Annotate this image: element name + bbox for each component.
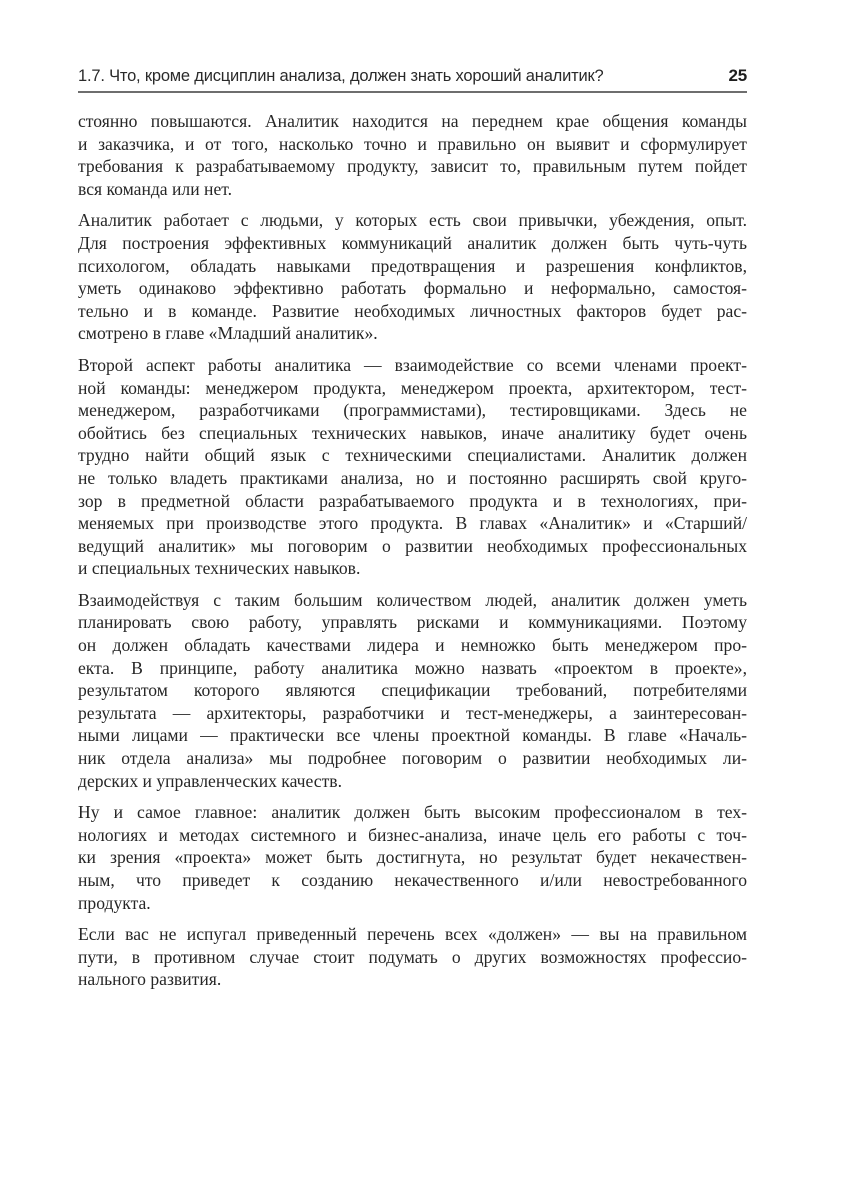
text-line: екта. В принципе, работу аналитика можно назвать «проектом в проекте», bbox=[78, 657, 747, 678]
text-line: и заказчика, и от того, насколько точно и правильно он выявит и сформулирует bbox=[78, 133, 747, 154]
text-line: тельно и в команде. Развитие необходимых личностных факторов будет рас- bbox=[78, 300, 747, 321]
text-line: Аналитик работает с людьми, у которых есть свои привычки, убеждения, опыт. bbox=[78, 210, 747, 231]
text-line: дерских и управленческих качеств. bbox=[78, 770, 342, 791]
text-line: результатом которого являются спецификации требований, потребителями bbox=[78, 680, 747, 701]
text-line: обойтись без специальных технических навыков, иначе аналитику будет очень bbox=[78, 422, 747, 443]
text-line: нологиях и методах системного и бизнес-анализа, иначе цель его работы с точ- bbox=[78, 824, 747, 845]
text-line: ными лицами — практически все члены проектной команды. В главе «Началь- bbox=[78, 725, 747, 746]
text-line: Для построения эффективных коммуникаций аналитик должен быть чуть-чуть bbox=[78, 232, 747, 253]
text-line: трудно найти общий язык с техническими специалистами. Аналитик должен bbox=[78, 445, 747, 466]
paragraph-6 bbox=[78, 923, 747, 991]
paragraph-5 bbox=[78, 801, 747, 914]
text-line: нального развития. bbox=[78, 969, 222, 990]
text-line: Взаимодействуя с таким большим количеством людей, аналитик должен уметь bbox=[78, 589, 747, 610]
text-line: Ну и самое главное: аналитик должен быть высоким профессионалом в тех- bbox=[78, 802, 747, 823]
text-line: он должен обладать качествами лидера и немножко быть менеджером про- bbox=[78, 635, 747, 656]
page-number: 25 bbox=[728, 66, 747, 85]
text-line: пути, в противном случае стоит подумать о других возможностях профессио- bbox=[78, 946, 747, 967]
section-title: 1.7. Что, кроме дисциплин анализа, должен знать хороший аналитик? bbox=[78, 67, 604, 85]
text-line: требования к разрабатываемому продукту, зависит то, правильным путем пойдет bbox=[78, 156, 747, 177]
text-line: психологом, обладать навыками предотвращения и разрешения конфликтов, bbox=[78, 255, 747, 276]
text-line: смотрено в главе «Младший аналитик». bbox=[78, 323, 378, 344]
text-line: ки зрения «проекта» может быть достигнута, но результат будет некачествен- bbox=[78, 847, 747, 868]
text-line: вся команда или нет. bbox=[78, 178, 233, 199]
paragraph-3 bbox=[78, 354, 747, 580]
text-line: менеджером, разработчиками (программистами), тестировщиками. Здесь не bbox=[78, 400, 747, 421]
text-line: и специальных технических навыков. bbox=[78, 558, 361, 579]
text-line: ведущий аналитик» мы поговорим о развитии необходимых профессиональных bbox=[78, 535, 747, 556]
text-line: ник отдела анализа» мы подробнее поговорим о развитии необходимых ли- bbox=[78, 748, 747, 769]
text-line: продукта. bbox=[78, 892, 151, 913]
body-text bbox=[78, 110, 747, 991]
text-line: ной команды: менеджером продукта, менеджером проекта, архитектором, тест- bbox=[78, 377, 747, 398]
text-line: планировать свою работу, управлять рисками и коммуникациями. Поэтому bbox=[78, 612, 747, 633]
text-line: стоянно повышаются. Аналитик находится на переднем крае общения команды bbox=[78, 111, 747, 131]
book-page bbox=[78, 66, 747, 1000]
paragraph-2 bbox=[78, 209, 747, 345]
text-line: Если вас не испугал приведенный перечень всех «должен» — вы на правильном bbox=[78, 924, 747, 945]
text-line: меняемых при производстве этого продукта. В главах «Аналитик» и «Старший/ bbox=[78, 513, 747, 534]
text-line: Второй аспект работы аналитика — взаимодействие со всеми членами проект- bbox=[78, 354, 747, 375]
running-header bbox=[78, 66, 747, 93]
text-line: ным, что приведет к созданию некачественного и/или невостребованного bbox=[78, 870, 747, 890]
text-line: не только владеть практиками анализа, но и постоянно расширять свой круго- bbox=[78, 467, 747, 488]
text-line: результата — архитекторы, разработчики и тест-менеджеры, а заинтересован- bbox=[78, 702, 747, 723]
paragraph-1 bbox=[78, 110, 747, 200]
text-line: зор в предметной области разрабатываемого продукта и в технологиях, при- bbox=[78, 490, 747, 511]
text-line: уметь одинаково эффективно работать формально и неформально, самостоя- bbox=[78, 278, 747, 299]
paragraph-4 bbox=[78, 589, 747, 792]
